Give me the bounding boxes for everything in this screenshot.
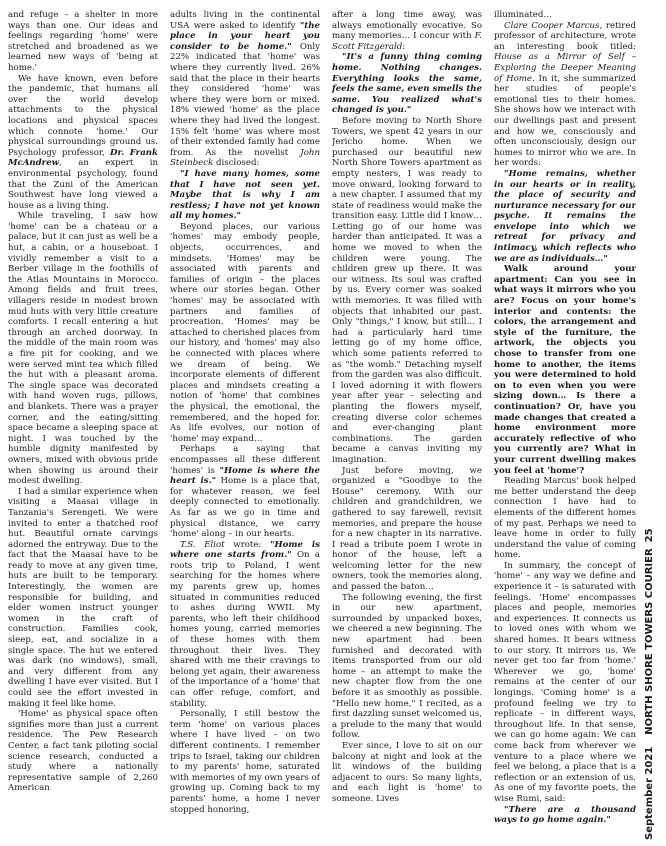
paragraph: Reading Marcus' book helped me better understand the deep connection I have had to elements of the different homes of my past. Perhaps we need to leave home in order to fully understand the value of coming home. <box>494 476 636 561</box>
column-2 <box>170 10 320 840</box>
page-number: 25 <box>644 528 655 543</box>
paragraph: Walk around your apartment: Can you see in what ways it mirrors who you are? Focus on your home's interior and contents: the colors, the arrangement and style of the furniture, the artwork, the objects you chose to transfer from one home to another, the items you were determined to hold on to even when you were sizing down… Is there a continuation? Or, have you made changes that created a home environment more accurately reflective of who you currently are? What in your current dwelling makes you feel at 'home'? <box>494 264 636 476</box>
issue-date: September 2021 <box>644 746 655 840</box>
paragraph: and refuge – a shelter in more ways than one. Our ideas and feelings regarding 'home' were stretched and broadened as we learned new ways of 'being at home.' <box>8 10 158 73</box>
paragraph: Just before moving, we organized a "Goodbye to the House" ceremony. With our children and grandchildren, we gathered to say farewell, revisit memories, and prepare the house for a new chapter in its narrative. I read a tribute poem I wrote in honor of the house, left a welcoming letter for the new owners, took the memories along, and passed the baton… <box>332 465 482 593</box>
paragraph: We have known, even before the pandemic, that humans all over the world develop attachments to the physical locations and physical spaces which connote 'home.' Our physical surroundings ground us. Psychology professor, Dr. Frank McAndrew, an expert in environmental psychology, found that the Zuni of the American Southwest have long viewed a house as a living thing. <box>8 73 158 211</box>
paragraph: Before moving to North Shore Towers, we spent 42 years in our Jericho home. When we purchased our beautiful new North Shore Towers apartment as empty nesters, I was ready to move onward, looking forward to a new chapter. I assumed that my state of readiness would make the transition easy. Little did I know… Letting go of our home was harder than anticipated. It was a home we moved to when the children were young. The children grew up there. It was our witness. Its soul was crafted by us. Every corner was soaked with memories. It was filled with objects that inhabited our past. Only "things," I know, but still… I had a particularly hard time letting go of my home office, which some patients referred to as "the womb." Detaching myself from the garden was also difficult. I loved adorning it with flowers year after year – selecting and planting the flowers myself, creating diverse color schemes and ever-changing plant combinations. The garden became a canvas inviting my imagination. <box>332 115 482 465</box>
paragraph: illuminated… <box>494 10 552 20</box>
paragraph: 'Home' as physical space often signifies more than just a current residence. The Pew Research Center, a fact tank piloting social science research, conducted a study where a nationally representative sample of 2,260 American <box>8 709 158 794</box>
paragraph: While traveling, I saw how 'home' can be a chateau or a palace, but it can just as well be a hut, a cabin, or a houseboat. I vividly remember a visit to a Berber village in the foothills of the Atlas Mountains in Morocco. Among fields and fruit trees, villagers reside in modest brown mud huts with very little creature comforts. I recall entering a hut through an arched doorway. In the middle of the main room was a fire pit for cooking, and we were served mint tea which filled the hut with a pleasant aroma. The single space was decorated with hand woven rugs, pillows, and blankets. There was a prayer corner, and the eating/sitting space became a sleeping space at night. I was touched by the humble dignity manifested by owners, mixed with obvious pride when showing us around their modest dwelling. <box>8 211 158 487</box>
paragraph: Personally, I still bestow the term 'home' on various places where I have lived – on two different continents. I remember trips to Israel, taking our children to my parents' home, saturated with memories of my own years of growing up. Coming back to my parents' home, a home I never stopped honoring, <box>170 709 320 815</box>
pull-quote: "I have many homes, some that I have not seen yet. Maybe that is why I am restless; I have not yet known all my homes." <box>170 168 320 222</box>
paragraph: Beyond places, our various 'homes' may embody people, objects, occurrences, and mindsets. 'Homes' may be associated with parents and families of origin – the places where our stories began. Other 'homes' may be associated with partners and families of procreation. 'Homes' may be attached to cherished places from our history, and 'homes' may also be connected with places where we dream of being. We incorporate elements of different places and mindsets creating a notion of 'home' that combines the physical, the emotional, the remembered, and the hoped for. As life evolves, our notion of 'home' may expand… <box>170 221 320 444</box>
paragraph: In summary, the concept of 'home' – any way we define and experience it – is saturated with feelings. 'Home' encompasses places and people, memories and experiences. It connects us to loved ones with whom we shared homes. It bears witness to our story. It mirrors us. We never get too far from 'home.' Wherever we go, 'home' remains at the center of our longings. 'Coming home' is a profound feeling we try to replicate – in different ways, throughout life. In that sense, we can go home again: We can come back from wherever we venture to a place where we feel we belong, a place that is a reflection or an extension of us. As one of my favorite poets, the wise Rumi, said: <box>494 560 636 804</box>
paragraph: Perhaps a saying that encompasses all these different 'homes' is "Home is where the heart is." Home is a place that, for whatever reason, we feel deeply connected to emotionally. As far as we go in time and physical distance, we carry 'home' along – in our hearts. <box>170 444 320 540</box>
paragraph: adults living in the continental USA were asked to identify "the place in your heart you consider to be home." Only 22% indicated that 'home' was where they currently lived. 26% said that the place in their hearts they considered 'home' was where they were born or mixed. 18% viewed 'home' as the place where they had lived the longest. 15% felt 'home' was where most of their extended family had come from. As the novelist John Steinbeck disclosed: <box>170 10 320 169</box>
paragraph: I had a similar experience when visiting a Maasai village in Tanzania's Serengeti. We were invited to enter a thatched roof hut. Beautiful ornate carvings adorned the entryway. Due to the fact that the Maasai have to be ready to move at any given time, huts are built to be temporary. Interestingly, the women are responsible for building, and elder women instruct younger women in the craft of construction. Families cook, sleep, eat, and socialize in a single space. The hut we entered was dark (no windows), small, and very different from any dwelling I have ever visited. But I could see the effort invested in making it feel like home. <box>8 486 158 709</box>
column-4 <box>494 10 636 840</box>
publication-name: NORTH SHORE TOWERS COURIER <box>644 548 655 735</box>
pull-quote: "Home remains, whether in our hearts or in reality, the place of security and nurturance necessary for our psyche. It remains the envelope into which we retreat for privacy and intimacy, which reflects who we are as individuals…" <box>494 168 636 264</box>
paragraph: T.S. Eliot wrote: "Home is where one starts from." On a roots trip to Poland, I went searching for the homes where my parents grew up, homes situated in communities reduced to ashes during WWII. My parents, who left their childhood homes young, carried memories of these homes with them throughout their lives. They shared with me their cravings to belong yet again, their awareness of the importance of a 'home' that can offer refuge, comfort, and stability. <box>170 539 320 709</box>
paragraph: Ever since, I love to sit on our balcony at night and look at the lit windows of the building adjacent to ours: So many lights, and each light is 'home' to someone. Lives <box>332 740 482 804</box>
paragraph: after a long time away, was always emotionally evocative. So many memories… I concur with F. Scott Fitzgerald: <box>332 10 482 52</box>
column-3 <box>332 10 482 840</box>
article-page <box>8 10 636 840</box>
paragraph: The following evening, the first in our new apartment, surrounded by unpacked boxes, we cheered a new beginning. The new apartment had been furnished and decorated with items transported from our old home – an attempt to make the new chapter flow from the one before it as smoothly as possible. "Hello new home," I recited, as a first dazzling sunset welcomed us, a prelude to the many that would follow. <box>332 592 482 741</box>
pull-quote: "There are a thousand ways to go home again." <box>494 804 636 826</box>
pull-quote: "It's a funny thing coming home. Nothing changes. Everything looks the same, feels the same, even smells the same. You realized what's changed is you." <box>332 52 482 116</box>
column-1 <box>8 10 158 840</box>
page-footer-vertical <box>642 530 658 840</box>
paragraph: Clare Cooper Marcus, retired professor of architecture, wrote an interesting book titled: House as a Mirror of Self – Exploring the Deeper Meaning of Home. In it, she summarized her studies of people's emotional ties to their homes. She shows how we interact with our dwellings past and present and how we, consciously and often unconsciously, design our homes to mirror who we are. In her words: <box>494 20 636 169</box>
